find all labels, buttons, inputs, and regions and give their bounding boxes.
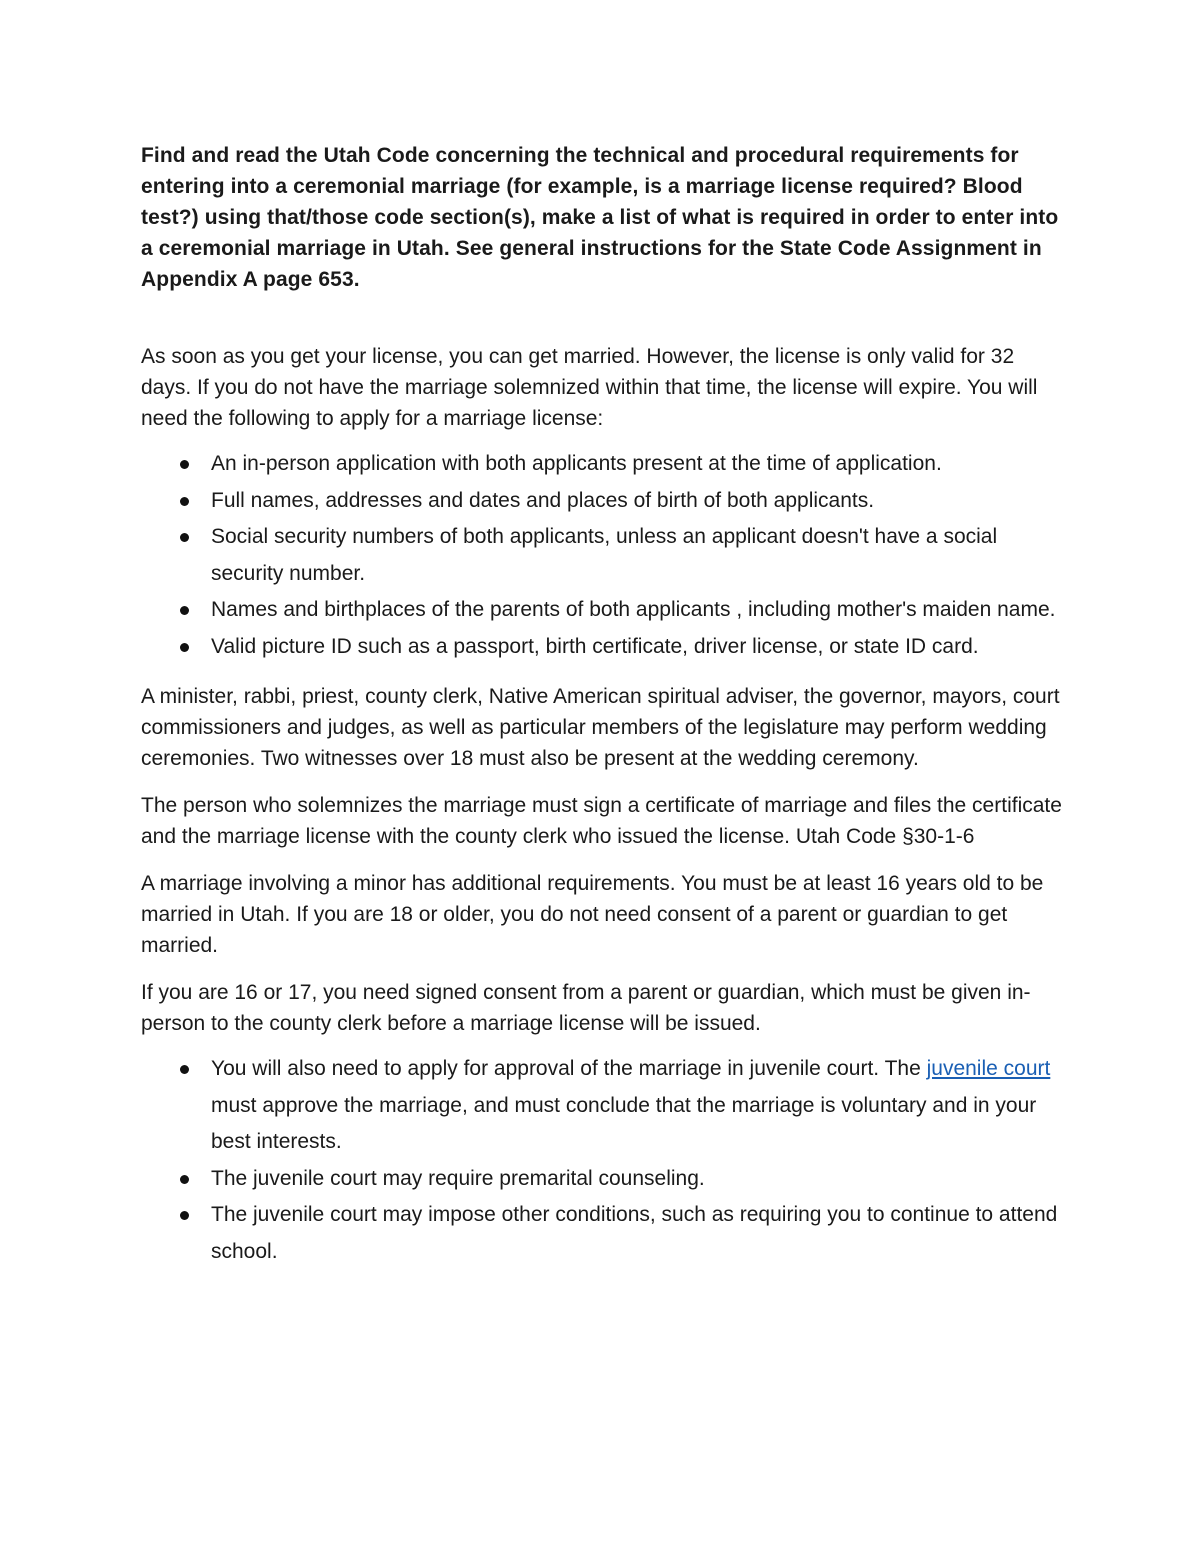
bullet-icon [180, 606, 189, 615]
intro-paragraph: As soon as you get your license, you can get married. However, the license is only valid for 32 days. If you do not have the marriage solemnized within that time, the license will expire. You will need the following to apply for a marriage license: [141, 345, 1038, 430]
list-item: Social security numbers of both applicants, unless an applicant doesn't have a social security number. [141, 519, 1066, 592]
list-item: The juvenile court may require premarital counseling. [141, 1161, 1066, 1198]
certificate-paragraph: The person who solemnizes the marriage must sign a certificate of marriage and files the certificate and the marriage license with the county clerk who issued the license. Utah Code §30-1-6 [141, 794, 1062, 848]
bullet-icon [180, 1211, 189, 1220]
document-page [141, 140, 1066, 1270]
consent-paragraph: If you are 16 or 17, you need signed consent from a parent or guardian, which must be given in-person to the county clerk before a marriage license will be issued. [141, 981, 1031, 1035]
minor-paragraph: A marriage involving a minor has additional requirements. You must be at least 16 years old to be married in Utah. If you are 18 or older, you do not need consent of a parent or guardian to get married. [141, 872, 1044, 957]
bullet-icon [180, 1175, 189, 1184]
list-item: Full names, addresses and dates and places of birth of both applicants. [141, 483, 1066, 520]
bullet-icon [180, 1065, 189, 1074]
assignment-heading: Find and read the Utah Code concerning the technical and procedural requirements for entering into a ceremonial marriage (for example, is a marriage license required? Blood test?) using that/those code section(s), make a list of what is required in order to enter into a ceremonial marriage in Utah. See general instructions for the State Code Assignment in Appendix A page 653. [141, 144, 1059, 291]
bullet-icon [180, 533, 189, 542]
bullet-icon [180, 497, 189, 506]
bullet-icon [180, 643, 189, 652]
juvenile-court-list [141, 1051, 1066, 1270]
bullet-icon [180, 460, 189, 469]
list-item: Valid picture ID such as a passport, birth certificate, driver license, or state ID card. [141, 629, 1066, 666]
list-item: You will also need to apply for approval of the marriage in juvenile court. The juvenile court must approve the marriage, and must conclude that the marriage is voluntary and in your best interests. [141, 1051, 1066, 1161]
license-requirements-list [141, 446, 1066, 665]
list-item: Names and birthplaces of the parents of both applicants , including mother's maiden name. [141, 592, 1066, 629]
list-item: An in-person application with both applicants present at the time of application. [141, 446, 1066, 483]
officiants-paragraph: A minister, rabbi, priest, county clerk, Native American spiritual adviser, the governor, mayors, court commissioners and judges, as well as particular members of the legislature may perform wedding ceremonies. Two witnesses over 18 must also be present at the wedding ceremony. [141, 685, 1060, 770]
juvenile-court-link[interactable]: juvenile court [926, 1057, 1051, 1080]
list-item: The juvenile court may impose other conditions, such as requiring you to continue to attend school. [141, 1197, 1066, 1270]
